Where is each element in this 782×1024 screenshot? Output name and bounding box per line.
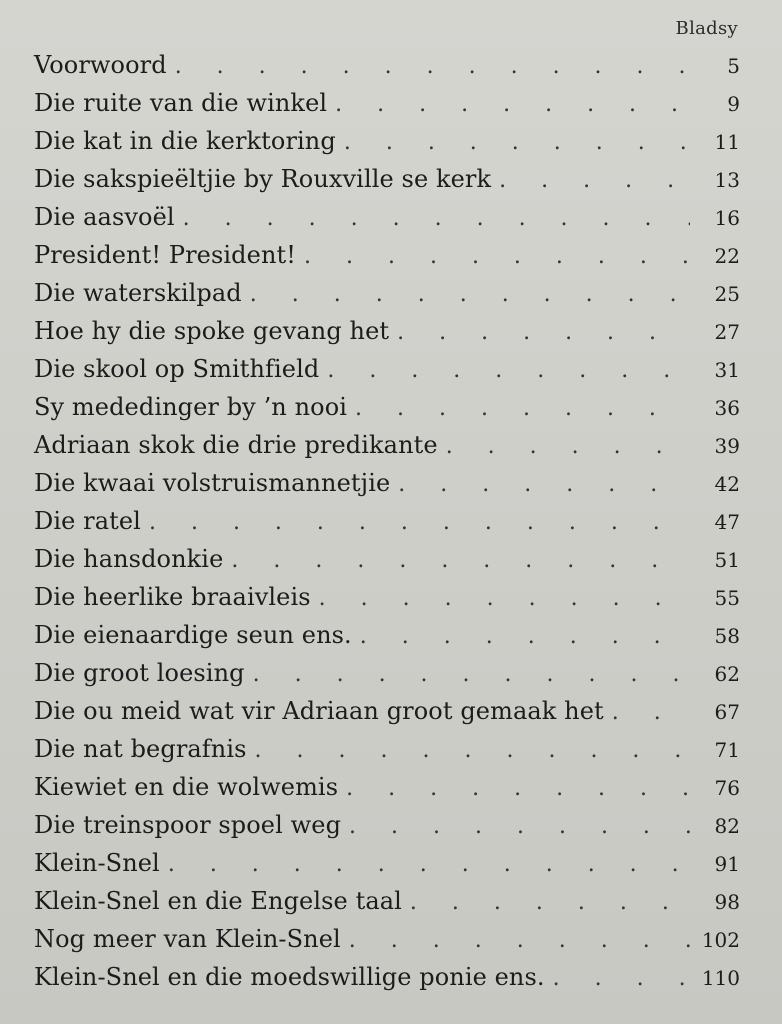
toc-entry-page: 82: [714, 814, 740, 838]
dot-leader: [553, 960, 690, 998]
toc-entry-title: Die ratel: [34, 507, 141, 535]
toc-entry-title: Die ruite van die winkel: [34, 89, 328, 117]
toc-entry: [34, 160, 740, 198]
toc-entry: [34, 236, 740, 274]
toc-entry-page: 5: [727, 54, 740, 78]
toc-entry: [34, 768, 740, 806]
toc-entry: [34, 502, 740, 540]
toc-entry-page: 25: [714, 282, 740, 306]
toc-entry-page: 9: [727, 92, 740, 116]
dot-leader: [304, 238, 690, 276]
dot-leader: [612, 694, 690, 732]
dot-leader: [319, 580, 690, 618]
toc-entry-title: Die waterskilpad: [34, 279, 242, 307]
toc-entry-title: Sy mededinger by ’n nooi: [34, 393, 348, 421]
dot-leader: [231, 542, 690, 580]
toc-entry-title: Die kat in die kerktoring: [34, 127, 336, 155]
toc-entry-page: 98: [714, 890, 740, 914]
toc-entry-title: Die sakspieëltjie by Rouxville se kerk: [34, 165, 492, 193]
dot-leader: [168, 846, 690, 884]
dot-leader: [253, 656, 690, 694]
toc-entry: [34, 578, 740, 616]
toc-entry-title: Voorwoord: [34, 51, 167, 79]
toc-entry: [34, 350, 740, 388]
toc-entry-title: Die treinspoor spoel weg: [34, 811, 342, 839]
toc-entry-page: 102: [701, 928, 740, 952]
dot-leader: [183, 200, 690, 238]
dot-leader: [335, 86, 690, 124]
toc-entry-title: Die eienaardige seun ens.: [34, 621, 352, 649]
dot-leader: [344, 124, 690, 162]
toc-entry-title: Hoe hy die spoke gevang het: [34, 317, 390, 345]
toc-entry-page: 42: [714, 472, 740, 496]
toc-entry-title: Kiewiet en die wolwemis: [34, 773, 339, 801]
dot-leader: [175, 48, 690, 86]
toc-entry: [34, 920, 740, 958]
toc-entry-title: Die hansdonkie: [34, 545, 224, 573]
toc-entry-page: 36: [714, 396, 740, 420]
toc-entry-title: Klein-Snel en die Engelse taal: [34, 887, 402, 915]
toc-entry-page: 11: [714, 130, 740, 154]
toc-entry-page: 76: [714, 776, 740, 800]
toc-entry-title: Klein-Snel en die moedswillige ponie ens.: [34, 963, 545, 991]
toc-entry: [34, 806, 740, 844]
toc-entry-page: 13: [714, 168, 740, 192]
toc-entry-title: Die kwaai volstruismannetjie: [34, 469, 391, 497]
toc-entry-title: Adriaan skok die drie predikante: [34, 431, 438, 459]
toc-entry: [34, 844, 740, 882]
toc-entry-page: 22: [714, 244, 740, 268]
toc-entry-title: President! President!: [34, 241, 296, 269]
dot-leader: [255, 732, 690, 770]
dot-leader: [397, 314, 690, 352]
dot-leader: [410, 884, 690, 922]
toc-entry-page: 16: [714, 206, 740, 230]
toc-entry: [34, 122, 740, 160]
toc-entry: [34, 692, 740, 730]
toc-entry-title: Klein-Snel: [34, 849, 160, 877]
toc-entry-page: 71: [714, 738, 740, 762]
toc-entry: [34, 464, 740, 502]
toc-entry-page: 91: [714, 852, 740, 876]
toc-entry: [34, 616, 740, 654]
dot-leader: [149, 504, 690, 542]
toc-entry-page: 58: [714, 624, 740, 648]
toc-entry: [34, 958, 740, 996]
dot-leader: [499, 162, 690, 200]
toc-entry-page: 110: [701, 966, 740, 990]
toc-entry-title: Nog meer van Klein-Snel: [34, 925, 341, 953]
toc-entry: [34, 426, 740, 464]
dot-leader: [349, 808, 690, 846]
toc-entry: [34, 882, 740, 920]
dot-leader: [355, 390, 690, 428]
toc-entry-title: Die aasvoël: [34, 203, 175, 231]
toc-entry-title: Die heerlike braaivleis: [34, 583, 311, 611]
toc-entry: [34, 388, 740, 426]
page-column-header: Bladsy: [675, 18, 738, 39]
toc-entry-page: 51: [714, 548, 740, 572]
toc-entry-page: 67: [714, 700, 740, 724]
toc-entry-title: Die groot loesing: [34, 659, 245, 687]
dot-leader: [398, 466, 690, 504]
toc-entry: [34, 540, 740, 578]
dot-leader: [327, 352, 690, 390]
dot-leader: [349, 922, 690, 960]
toc-entry-title: Die skool op Smithfield: [34, 355, 320, 383]
toc-entry-page: 55: [714, 586, 740, 610]
toc-entry-page: 27: [714, 320, 740, 344]
toc-entry-page: 47: [714, 510, 740, 534]
toc-entry: [34, 274, 740, 312]
table-of-contents: [34, 46, 740, 996]
toc-entry-title: Die nat begrafnis: [34, 735, 247, 763]
dot-leader: [360, 618, 690, 656]
dot-leader: [346, 770, 690, 808]
toc-entry-page: 39: [714, 434, 740, 458]
toc-entry: [34, 84, 740, 122]
toc-entry: [34, 312, 740, 350]
toc-entry-page: 31: [714, 358, 740, 382]
toc-entry-title: Die ou meid wat vir Adriaan groot gemaak het: [34, 697, 604, 725]
toc-entry-page: 62: [714, 662, 740, 686]
dot-leader: [250, 276, 690, 314]
toc-entry: [34, 654, 740, 692]
toc-entry: [34, 198, 740, 236]
dot-leader: [446, 428, 690, 466]
toc-entry: [34, 730, 740, 768]
toc-entry: [34, 46, 740, 84]
